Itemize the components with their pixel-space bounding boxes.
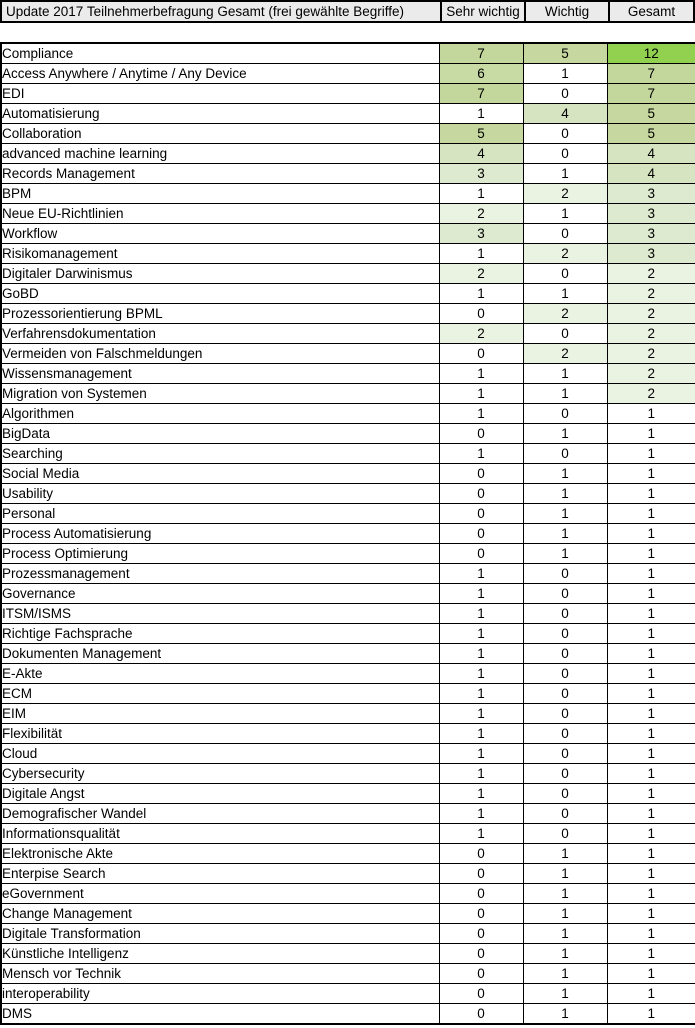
wichtig-value-cell: 1 bbox=[523, 164, 607, 184]
term-label: Collaboration bbox=[1, 124, 439, 144]
gesamt-value-cell: 1 bbox=[607, 644, 695, 664]
sehr-wichtig-value-cell: 1 bbox=[439, 744, 523, 764]
gesamt-value-cell: 1 bbox=[607, 744, 695, 764]
wichtig-value-cell: 0 bbox=[523, 784, 607, 804]
sehr-wichtig-value-cell: 1 bbox=[439, 804, 523, 824]
sehr-wichtig-value-cell: 1 bbox=[439, 644, 523, 664]
gesamt-value-cell: 2 bbox=[607, 324, 695, 344]
gesamt-value-cell: 2 bbox=[607, 284, 695, 304]
term-label: Wissensmanagement bbox=[1, 364, 439, 384]
table-row bbox=[1, 344, 695, 364]
gesamt-value-cell: 1 bbox=[607, 584, 695, 604]
sehr-wichtig-value-cell: 1 bbox=[439, 244, 523, 264]
sehr-wichtig-value-cell: 0 bbox=[439, 344, 523, 364]
term-label: EDI bbox=[1, 84, 439, 104]
term-label: ECM bbox=[1, 684, 439, 704]
wichtig-value-cell: 0 bbox=[523, 744, 607, 764]
table-row bbox=[1, 144, 695, 164]
sehr-wichtig-value-cell: 0 bbox=[439, 884, 523, 904]
table-row bbox=[1, 704, 695, 724]
wichtig-value-cell: 1 bbox=[523, 204, 607, 224]
survey-results-table bbox=[0, 42, 695, 1025]
sehr-wichtig-value-cell: 0 bbox=[439, 944, 523, 964]
term-label: Access Anywhere / Anytime / Any Device bbox=[1, 64, 439, 84]
table-row bbox=[1, 104, 695, 124]
gesamt-value-cell: 4 bbox=[607, 144, 695, 164]
sehr-wichtig-value-cell: 5 bbox=[439, 124, 523, 144]
term-label: E-Akte bbox=[1, 664, 439, 684]
wichtig-value-cell: 4 bbox=[523, 104, 607, 124]
term-label: Dokumenten Management bbox=[1, 644, 439, 664]
gesamt-value-cell: 2 bbox=[607, 344, 695, 364]
wichtig-value-cell: 0 bbox=[523, 84, 607, 104]
table-row bbox=[1, 804, 695, 824]
gesamt-value-cell: 3 bbox=[607, 204, 695, 224]
wichtig-value-cell: 0 bbox=[523, 124, 607, 144]
term-label: Cloud bbox=[1, 744, 439, 764]
term-label: Risikomanagement bbox=[1, 244, 439, 264]
term-label: Demografischer Wandel bbox=[1, 804, 439, 824]
table-row bbox=[1, 784, 695, 804]
gesamt-value-cell: 1 bbox=[607, 1004, 695, 1025]
sehr-wichtig-value-cell: 7 bbox=[439, 43, 523, 64]
header-body-gap bbox=[0, 23, 695, 42]
gesamt-value-cell: 1 bbox=[607, 844, 695, 864]
term-label: Governance bbox=[1, 584, 439, 604]
term-label: Neue EU-Richtlinien bbox=[1, 204, 439, 224]
table-row bbox=[1, 484, 695, 504]
gesamt-value-cell: 7 bbox=[607, 64, 695, 84]
wichtig-value-cell: 1 bbox=[523, 484, 607, 504]
term-label: Algorithmen bbox=[1, 404, 439, 424]
table-row bbox=[1, 444, 695, 464]
gesamt-value-cell: 1 bbox=[607, 904, 695, 924]
table-row bbox=[1, 364, 695, 384]
gesamt-value-cell: 1 bbox=[607, 864, 695, 884]
sehr-wichtig-value-cell: 1 bbox=[439, 604, 523, 624]
sehr-wichtig-value-cell: 3 bbox=[439, 224, 523, 244]
gesamt-value-cell: 1 bbox=[607, 544, 695, 564]
sehr-wichtig-value-cell: 0 bbox=[439, 484, 523, 504]
sehr-wichtig-value-cell: 0 bbox=[439, 1004, 523, 1025]
wichtig-value-cell: 1 bbox=[523, 1004, 607, 1025]
term-label: Compliance bbox=[1, 43, 439, 64]
table-row bbox=[1, 764, 695, 784]
column-header-sehr-wichtig: Sehr wichtig bbox=[440, 2, 524, 21]
term-label: EIM bbox=[1, 704, 439, 724]
sehr-wichtig-value-cell: 1 bbox=[439, 384, 523, 404]
wichtig-value-cell: 0 bbox=[523, 684, 607, 704]
sehr-wichtig-value-cell: 1 bbox=[439, 684, 523, 704]
gesamt-value-cell: 1 bbox=[607, 664, 695, 684]
wichtig-value-cell: 0 bbox=[523, 144, 607, 164]
table-row bbox=[1, 264, 695, 284]
term-label: Prozessmanagement bbox=[1, 564, 439, 584]
table-row bbox=[1, 584, 695, 604]
wichtig-value-cell: 2 bbox=[523, 244, 607, 264]
term-label: Flexibilität bbox=[1, 724, 439, 744]
sehr-wichtig-value-cell: 3 bbox=[439, 164, 523, 184]
column-header-gesamt: Gesamt bbox=[608, 2, 693, 21]
term-label: Mensch vor Technik bbox=[1, 964, 439, 984]
table-row bbox=[1, 124, 695, 144]
term-label: DMS bbox=[1, 1004, 439, 1025]
wichtig-value-cell: 1 bbox=[523, 884, 607, 904]
sehr-wichtig-value-cell: 0 bbox=[439, 864, 523, 884]
term-label: Social Media bbox=[1, 464, 439, 484]
wichtig-value-cell: 1 bbox=[523, 864, 607, 884]
table-row bbox=[1, 224, 695, 244]
term-label: BigData bbox=[1, 424, 439, 444]
wichtig-value-cell: 1 bbox=[523, 904, 607, 924]
wichtig-value-cell: 1 bbox=[523, 544, 607, 564]
wichtig-value-cell: 1 bbox=[523, 364, 607, 384]
sehr-wichtig-value-cell: 1 bbox=[439, 724, 523, 744]
term-label: eGovernment bbox=[1, 884, 439, 904]
sehr-wichtig-value-cell: 2 bbox=[439, 324, 523, 344]
table-header bbox=[0, 0, 695, 23]
sehr-wichtig-value-cell: 0 bbox=[439, 504, 523, 524]
gesamt-value-cell: 3 bbox=[607, 224, 695, 244]
wichtig-value-cell: 1 bbox=[523, 464, 607, 484]
table-row bbox=[1, 244, 695, 264]
sehr-wichtig-value-cell: 0 bbox=[439, 984, 523, 1004]
table-row bbox=[1, 504, 695, 524]
table-row bbox=[1, 324, 695, 344]
table-row bbox=[1, 284, 695, 304]
table-row bbox=[1, 43, 695, 64]
table-row bbox=[1, 944, 695, 964]
wichtig-value-cell: 0 bbox=[523, 444, 607, 464]
table-row bbox=[1, 604, 695, 624]
sehr-wichtig-value-cell: 1 bbox=[439, 404, 523, 424]
gesamt-value-cell: 1 bbox=[607, 884, 695, 904]
sehr-wichtig-value-cell: 1 bbox=[439, 584, 523, 604]
gesamt-value-cell: 1 bbox=[607, 764, 695, 784]
table-row bbox=[1, 644, 695, 664]
term-label: Usability bbox=[1, 484, 439, 504]
wichtig-value-cell: 0 bbox=[523, 724, 607, 744]
table-row bbox=[1, 564, 695, 584]
sehr-wichtig-value-cell: 0 bbox=[439, 904, 523, 924]
wichtig-value-cell: 0 bbox=[523, 704, 607, 724]
wichtig-value-cell: 0 bbox=[523, 404, 607, 424]
term-label: Automatisierung bbox=[1, 104, 439, 124]
gesamt-value-cell: 1 bbox=[607, 924, 695, 944]
wichtig-value-cell: 2 bbox=[523, 184, 607, 204]
wichtig-value-cell: 0 bbox=[523, 264, 607, 284]
table-row bbox=[1, 384, 695, 404]
sehr-wichtig-value-cell: 1 bbox=[439, 564, 523, 584]
gesamt-value-cell: 12 bbox=[607, 43, 695, 64]
wichtig-value-cell: 5 bbox=[523, 43, 607, 64]
gesamt-value-cell: 1 bbox=[607, 604, 695, 624]
term-label: Prozessorientierung BPML bbox=[1, 304, 439, 324]
wichtig-value-cell: 0 bbox=[523, 824, 607, 844]
sehr-wichtig-value-cell: 1 bbox=[439, 284, 523, 304]
gesamt-value-cell: 1 bbox=[607, 704, 695, 724]
sehr-wichtig-value-cell: 0 bbox=[439, 964, 523, 984]
gesamt-value-cell: 1 bbox=[607, 964, 695, 984]
wichtig-value-cell: 1 bbox=[523, 384, 607, 404]
term-label: Künstliche Intelligenz bbox=[1, 944, 439, 964]
table-row bbox=[1, 844, 695, 864]
table-row bbox=[1, 964, 695, 984]
term-label: Change Management bbox=[1, 904, 439, 924]
term-label: Elektronische Akte bbox=[1, 844, 439, 864]
gesamt-value-cell: 1 bbox=[607, 404, 695, 424]
term-label: Migration von Systemen bbox=[1, 384, 439, 404]
term-label: GoBD bbox=[1, 284, 439, 304]
gesamt-value-cell: 1 bbox=[607, 624, 695, 644]
term-label: advanced machine learning bbox=[1, 144, 439, 164]
sehr-wichtig-value-cell: 4 bbox=[439, 144, 523, 164]
term-label: ITSM/ISMS bbox=[1, 604, 439, 624]
gesamt-value-cell: 1 bbox=[607, 564, 695, 584]
gesamt-value-cell: 5 bbox=[607, 124, 695, 144]
gesamt-value-cell: 3 bbox=[607, 184, 695, 204]
sehr-wichtig-value-cell: 1 bbox=[439, 444, 523, 464]
wichtig-value-cell: 1 bbox=[523, 944, 607, 964]
gesamt-value-cell: 2 bbox=[607, 304, 695, 324]
table-row bbox=[1, 64, 695, 84]
sehr-wichtig-value-cell: 7 bbox=[439, 84, 523, 104]
table-title-cell: Update 2017 Teilnehmerbefragung Gesamt (frei gewählte Begriffe) bbox=[6, 3, 404, 19]
gesamt-value-cell: 1 bbox=[607, 824, 695, 844]
sehr-wichtig-value-cell: 0 bbox=[439, 544, 523, 564]
wichtig-value-cell: 1 bbox=[523, 64, 607, 84]
gesamt-value-cell: 1 bbox=[607, 684, 695, 704]
term-label: Enterpise Search bbox=[1, 864, 439, 884]
term-label: Richtige Fachsprache bbox=[1, 624, 439, 644]
wichtig-value-cell: 0 bbox=[523, 664, 607, 684]
wichtig-value-cell: 2 bbox=[523, 304, 607, 324]
gesamt-value-cell: 2 bbox=[607, 264, 695, 284]
term-label: interoperability bbox=[1, 984, 439, 1004]
gesamt-value-cell: 3 bbox=[607, 244, 695, 264]
sehr-wichtig-value-cell: 0 bbox=[439, 424, 523, 444]
sehr-wichtig-value-cell: 1 bbox=[439, 664, 523, 684]
gesamt-value-cell: 1 bbox=[607, 984, 695, 1004]
term-label: Process Optimierung bbox=[1, 544, 439, 564]
table-row bbox=[1, 524, 695, 544]
sehr-wichtig-value-cell: 2 bbox=[439, 264, 523, 284]
table-row bbox=[1, 1004, 695, 1025]
table-row bbox=[1, 864, 695, 884]
term-label: Digitale Angst bbox=[1, 784, 439, 804]
table-row bbox=[1, 184, 695, 204]
term-label: Digitale Transformation bbox=[1, 924, 439, 944]
sehr-wichtig-value-cell: 0 bbox=[439, 844, 523, 864]
table-row bbox=[1, 164, 695, 184]
gesamt-value-cell: 1 bbox=[607, 464, 695, 484]
wichtig-value-cell: 0 bbox=[523, 804, 607, 824]
gesamt-value-cell: 1 bbox=[607, 724, 695, 744]
term-label: Vermeiden von Falschmeldungen bbox=[1, 344, 439, 364]
sehr-wichtig-value-cell: 6 bbox=[439, 64, 523, 84]
table-row bbox=[1, 424, 695, 444]
sehr-wichtig-value-cell: 1 bbox=[439, 364, 523, 384]
table-row bbox=[1, 744, 695, 764]
gesamt-value-cell: 1 bbox=[607, 504, 695, 524]
sehr-wichtig-value-cell: 0 bbox=[439, 524, 523, 544]
gesamt-value-cell: 1 bbox=[607, 444, 695, 464]
table-row bbox=[1, 904, 695, 924]
gesamt-value-cell: 7 bbox=[607, 84, 695, 104]
gesamt-value-cell: 4 bbox=[607, 164, 695, 184]
sehr-wichtig-value-cell: 1 bbox=[439, 784, 523, 804]
sehr-wichtig-value-cell: 1 bbox=[439, 704, 523, 724]
wichtig-value-cell: 1 bbox=[523, 524, 607, 544]
column-header-wichtig: Wichtig bbox=[524, 2, 608, 21]
gesamt-value-cell: 1 bbox=[607, 484, 695, 504]
table-row bbox=[1, 624, 695, 644]
wichtig-value-cell: 1 bbox=[523, 924, 607, 944]
wichtig-value-cell: 0 bbox=[523, 644, 607, 664]
wichtig-value-cell: 1 bbox=[523, 424, 607, 444]
sehr-wichtig-value-cell: 1 bbox=[439, 824, 523, 844]
sehr-wichtig-value-cell: 1 bbox=[439, 184, 523, 204]
term-label: Verfahrensdokumentation bbox=[1, 324, 439, 344]
table-row bbox=[1, 664, 695, 684]
table-row bbox=[1, 404, 695, 424]
gesamt-value-cell: 1 bbox=[607, 784, 695, 804]
table-row bbox=[1, 464, 695, 484]
sehr-wichtig-value-cell: 0 bbox=[439, 464, 523, 484]
gesamt-value-cell: 1 bbox=[607, 944, 695, 964]
term-label: Searching bbox=[1, 444, 439, 464]
table-row bbox=[1, 304, 695, 324]
wichtig-value-cell: 0 bbox=[523, 224, 607, 244]
table-row bbox=[1, 824, 695, 844]
sehr-wichtig-value-cell: 2 bbox=[439, 204, 523, 224]
gesamt-value-cell: 2 bbox=[607, 364, 695, 384]
gesamt-value-cell: 5 bbox=[607, 104, 695, 124]
table-row bbox=[1, 84, 695, 104]
table-row bbox=[1, 204, 695, 224]
table-row bbox=[1, 724, 695, 744]
wichtig-value-cell: 0 bbox=[523, 584, 607, 604]
sehr-wichtig-value-cell: 1 bbox=[439, 764, 523, 784]
table-row bbox=[1, 544, 695, 564]
wichtig-value-cell: 0 bbox=[523, 324, 607, 344]
table-row bbox=[1, 924, 695, 944]
sehr-wichtig-value-cell: 1 bbox=[439, 624, 523, 644]
term-label: Digitaler Darwinismus bbox=[1, 264, 439, 284]
table-row bbox=[1, 984, 695, 1004]
sehr-wichtig-value-cell: 1 bbox=[439, 104, 523, 124]
wichtig-value-cell: 1 bbox=[523, 844, 607, 864]
term-label: BPM bbox=[1, 184, 439, 204]
sehr-wichtig-value-cell: 0 bbox=[439, 304, 523, 324]
wichtig-value-cell: 1 bbox=[523, 964, 607, 984]
wichtig-value-cell: 0 bbox=[523, 564, 607, 584]
results-table-body bbox=[1, 43, 695, 1024]
wichtig-value-cell: 1 bbox=[523, 504, 607, 524]
term-label: Records Management bbox=[1, 164, 439, 184]
wichtig-value-cell: 0 bbox=[523, 604, 607, 624]
gesamt-value-cell: 2 bbox=[607, 384, 695, 404]
gesamt-value-cell: 1 bbox=[607, 804, 695, 824]
table-row bbox=[1, 884, 695, 904]
table-row bbox=[1, 684, 695, 704]
term-label: Cybersecurity bbox=[1, 764, 439, 784]
term-label: Process Automatisierung bbox=[1, 524, 439, 544]
wichtig-value-cell: 0 bbox=[523, 764, 607, 784]
term-label: Informationsqualität bbox=[1, 824, 439, 844]
sehr-wichtig-value-cell: 0 bbox=[439, 924, 523, 944]
term-label: Personal bbox=[1, 504, 439, 524]
wichtig-value-cell: 0 bbox=[523, 624, 607, 644]
wichtig-value-cell: 2 bbox=[523, 344, 607, 364]
wichtig-value-cell: 1 bbox=[523, 984, 607, 1004]
gesamt-value-cell: 1 bbox=[607, 424, 695, 444]
term-label: Workflow bbox=[1, 224, 439, 244]
wichtig-value-cell: 1 bbox=[523, 284, 607, 304]
gesamt-value-cell: 1 bbox=[607, 524, 695, 544]
